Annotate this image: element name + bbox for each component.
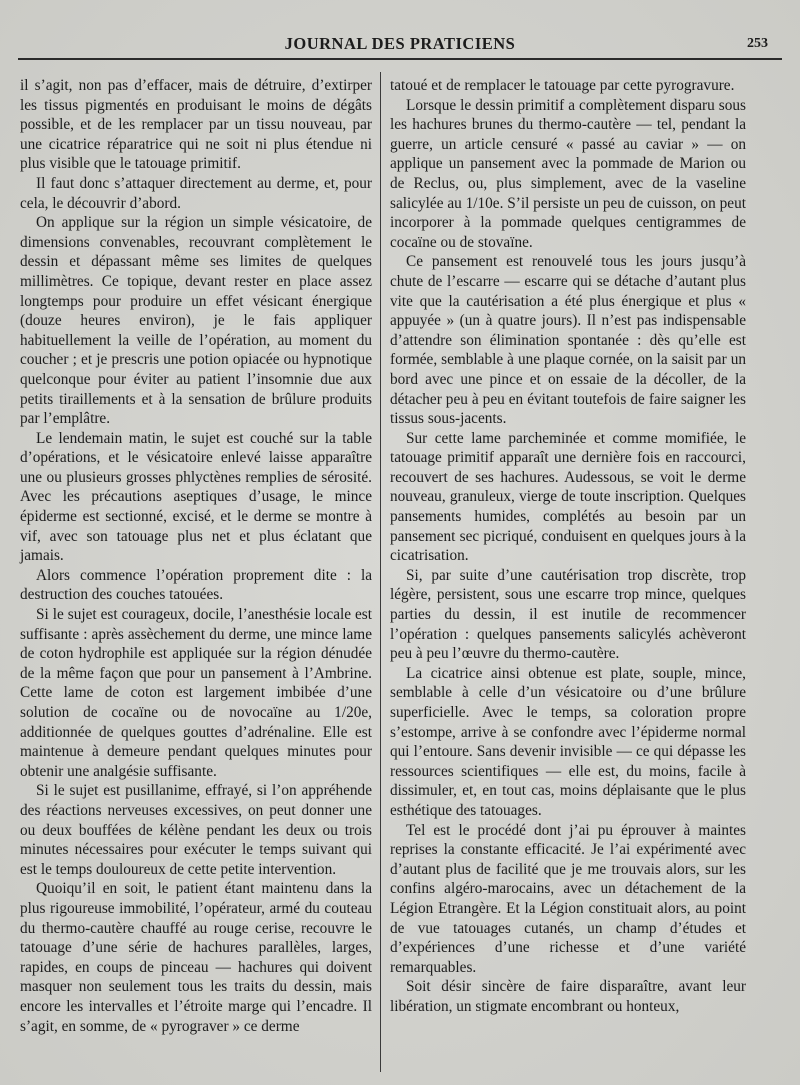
paragraph: Tel est le procédé dont j’ai pu éprouver à maintes reprises la constante efficacité. Je l’ai expérimenté avec d’autant plus de facilité que je me trouvais alors, sur les confins algéro-marocains, avec un détachement de la Légion Etrangère. Et la Légion constituait alors, au point de vue tatouages cutanés, un champ d’études et d’expériences d’une richesse et d’une variété remarquables. [390,821,746,976]
paragraph: On applique sur la région un simple vésicatoire, de dimensions convenables, recouvrant complètement le dessin et dépassant même ses limites de quelques millimètres. Ce topique, devant rester en place assez longtemps pour produire un effet vésicant énergique (douze heures environ), je le fais appliquer habituellement la veille de l’opération, au moment du coucher ; et je prescris une potion opiacée ou hypnotique quelconque pour éviter au patient l’insomnie due aux petits tiraillements et à la sensation de brûlure produits par l’emplâtre. [20,214,372,428]
paragraph: Le lendemain matin, le sujet est couché sur la table d’opérations, et le vésicatoire enlevé laisse apparaître une ou plusieurs grosses phlyctènes remplies de sérosité. Avec les précautions aseptiques d’usage, le mince épiderme est sectionné, excisé, et le derme se montre à vif, avec son tatouage plus net et plus éclatant que jamais. [20,429,372,565]
paragraph: tatoué et de remplacer le tatouage par cette pyrogravure. [390,77,735,94]
paragraph: Alors commence l’opération proprement dite : la destruction des couches tatouées. [20,566,372,604]
paragraph: Si le sujet est courageux, docile, l’anesthésie locale est suffisante : après assèchement du derme, une mince lame de coton hydrophile est appliquée sur la région dénudée de la même façon que pour un pansement à l’Ambrine. Cette lame de coton est largement imbibée d’une solution de cocaïne ou de novocaïne au 1/20e, additionnée de quelques gouttes d’adrénaline. Elle est maintenue à demeure pendant quelques minutes pour obtenir une analgésie suffisante. [20,606,372,780]
header-rule [18,58,782,60]
page-header [18,34,782,60]
page-number: 253 [747,36,768,51]
paragraph: Soit désir sincère de faire disparaître, avant leur libération, un stigmate encombrant ou honteux, [390,978,746,1015]
paragraph: Il faut donc s’attaquer directement au derme, et, pour cela, le découvrir d’abord. [20,174,372,212]
paragraph: il s’agit, non pas d’effacer, mais de détruire, d’extirper les tissus pigmentés en produisant le moins de dégâts possible, et de les remplacer par un tissu nouveau, par une cicatrice réparatrice qui ne soit ni plus étendue ni plus visible que le tatouage primitif. [20,77,372,173]
column-divider [380,72,381,1072]
journal-title: JOURNAL DES PRATICIENS [284,34,516,53]
paragraph: Quoiqu’il en soit, le patient étant maintenu dans la plus rigoureuse immobilité, l’opérateur, armé du couteau du thermo-cautère chauffé au rouge cerise, recouvre le tatouage d’une série de hachures parallèles, larges, rapides, en coups de pinceau — hachures qui doivent masquer non seulement tous les traits du dessin, mais encore les intervalles et l’étroite marge qui l’encadre. Il s’agit, en somme, de « pyrograver » ce derme [20,880,372,1035]
paragraph: La cicatrice ainsi obtenue est plate, souple, mince, semblable à celle d’un vésicatoire ou d’une brûlure superficielle. Avec le temps, sa coloration propre s’estompe, arrive à se confondre avec l’épiderme normal qui l’entoure. Sans devenir invisible — ce qui dépasse les ressources scientifiques — elle est, du moins, facile à dissimuler, et, en tout cas, moins déplaisante que le plus esthétique des tatouages. [390,664,746,819]
right-column [390,76,746,1017]
left-column [20,76,372,1036]
paragraph: Si le sujet est pusillanime, effrayé, si l’on appréhende des réactions nerveuses excessives, on peut donner une ou deux bouffées de kélène pendant les deux ou trois minutes nécessaires pour exécuter le temps suivant qui est le temps douloureux de cette petite intervention. [20,782,372,878]
paragraph: Lorsque le dessin primitif a complètement disparu sous les hachures brunes du thermo-cautère — tel, pendant la guerre, un article censuré « passé au caviar » — on applique un pansement avec la pommade de Marion ou de Reclus, ou, plus simplement, avec de la vaseline salicylée au 1/10e. S’il persiste un peu de cuisson, on peut incorporer à la pommade quelques centigrammes de cocaïne ou de stovaïne. [390,96,746,251]
paragraph: Ce pansement est renouvelé tous les jours jusqu’à chute de l’escarre — escarre qui se détache d’autant plus vite que la cautérisation a été plus énergique et plus « appuyée » (un à quatre jours). Il n’est pas indispensable d’attendre son élimination spontanée : dès qu’elle est formée, semblable à une plaque cornée, on la saisit par un bord avec une pince et on essaie de la décoller, de la détacher peu à peu en évitant toutefois de faire saigner les tissus sous-jacents. [390,253,746,428]
paragraph: Si, par suite d’une cautérisation trop discrète, trop légère, persistent, sous une escarre trop mince, quelques parties du dessin, il est inutile de recommencer l’opération : quelques pansements salicylés achèveront peu à peu l’œuvre du thermo-cautère. [390,566,746,663]
paragraph: Sur cette lame parcheminée et comme momifiée, le tatouage primitif apparaît une dernière fois en raccourci, recouvert de ses hachures. Audessous, se voit le derme nouveau, granuleux, vierge de toute inscription. Quelques pansements humides, complétés au besoin par un pansement sec picriqué, conduisent en quelques jours à la cicatrisation. [390,429,746,565]
